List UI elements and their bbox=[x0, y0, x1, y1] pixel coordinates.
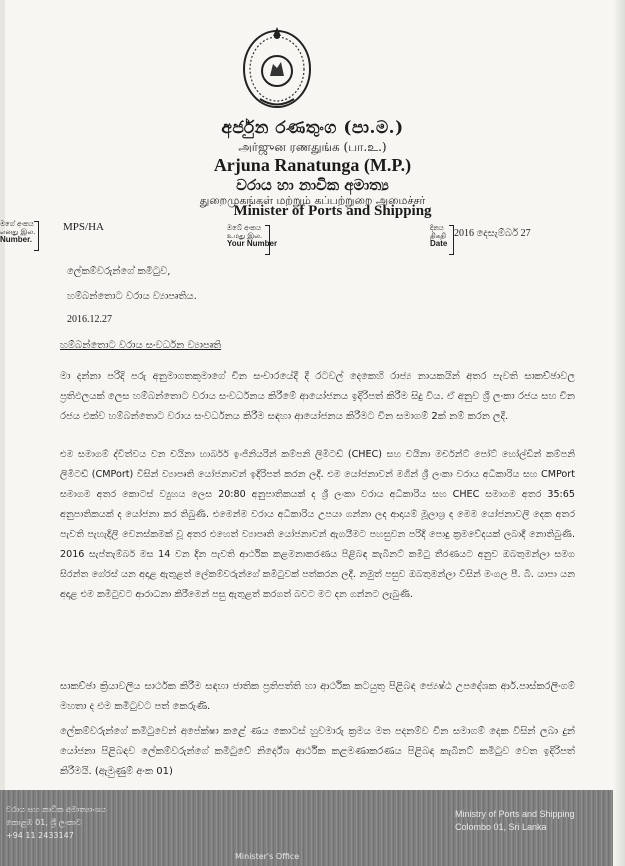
paragraph-4: ලේකම්වරුන්ගේ කමිටුවෙන් අපේක්ෂා කළේ ණය කොටස් හුවමාරු ක්‍රමය මත පදනම්ව චීන සමාගම් දෙක විසින් ලබා දුන් යෝජනා පිළිබඳව ලේකම්වරුන්ගේ කමිටුවේ නිර්දේශ ආර්ථික කළමණාකරණය පිළිබඳ කැබිනට් කමිටුව වෙත ඉදිරිපත් කිරීමයි. (ඇමුණුම් අංක 01) bbox=[60, 726, 575, 777]
ministry-title-english: Minister of Ports and Shipping bbox=[233, 203, 432, 219]
footer-address-sinhala: වරාය සහ නාවික අමාත්‍යාංශය කොළඹ 01, ශ්‍රී ලංකාව +94 11 2433147 bbox=[6, 805, 106, 840]
sri-lanka-emblem-icon bbox=[240, 24, 314, 110]
my-number-value: MPS/HA bbox=[63, 221, 104, 233]
ministry-title-sinhala: වරාය හා නාවික අමාත්‍ය bbox=[236, 176, 389, 194]
my-number-label: මගේ අංකය எனது இல. Number. bbox=[0, 220, 36, 244]
minister-name-tamil: அர்ஜுன ரணதுங்க (பா.உ.) bbox=[238, 140, 387, 154]
footer-office: Minister's Office bbox=[235, 852, 300, 861]
addressee: ලේකම්වරුන්ගේ කමිටුව, bbox=[67, 266, 171, 277]
date-value: 2016 දෙසැම්බර් 27 bbox=[454, 228, 531, 239]
paragraph-3: සාකච්ඡා ක්‍රියාවලිය සාර්ථක කිරීම සඳහා ජාතික ප්‍රතිපත්ති හා ආර්ථික කටයුතු පිළිබඳ ජ්‍යෙෂ්ඨ උපදේශක ආර්.පාස්කරලිංගම් මහතා ද එම කමිටුවට පත් කෙරුණි. bbox=[60, 681, 575, 712]
minister-name-english: Arjuna Ranatunga (M.P.) bbox=[213, 155, 412, 175]
paragraph-1: මා දන්නා පරිදි පරු අනුමාගතකුමාගේ චීන සංචාරයේදී දී රටවල් දෙකෙහි රාජ්‍ය නායකයින් අතර පැවති සාකච්ඡාවල ප්‍රතිඵලයක් ලෙස හම්බන්තොට වරාය සංවර්ධනය කිරීමේ ආයෝජනය ඉදිරිපත් කිරීම සිදු විය. ඒ අනුව ශ්‍රී ලංකා රජය සහ චීන රජය එක්ව හම්බන්තොට වරාය සංවර්ධනය කිරීම සඳහා ආයෝජනය කිරීමට චීන සමාගම් 2ක් නම් කරන ලදී. bbox=[60, 371, 575, 422]
ministry-title-tamil: துறைமுகங்கள் மற்றும் கப்பற்றுறை அமைச்சர் bbox=[199, 194, 426, 207]
letter-subject: හම්බන්තොට වරාය සංවර්ධන ව්‍යාපෘති bbox=[60, 340, 222, 351]
letter-date: 2016.12.27 bbox=[67, 314, 112, 325]
footer-address-english: Ministry of Ports and Shipping Colombo 01, Sri Lanka bbox=[455, 809, 575, 832]
your-number-label: ඔබේ අංකය உமது இல. Your Number bbox=[227, 224, 278, 248]
my-number-bracket bbox=[34, 221, 39, 251]
minister-name-sinhala: අර්ජුන රණතුංග (පා.ම.) bbox=[221, 118, 404, 138]
date-label: දිනය திகதி Date bbox=[430, 224, 448, 248]
scan-right-edge bbox=[613, 0, 625, 866]
your-number-bracket bbox=[265, 225, 270, 255]
paragraph-2: එම සමාගම් ද්විත්වය වන චයිනා හාර්බර් ඉංජිනියරින් කම්පනි ලිමිටඩ් (CHEC) සහ චයිනා මර්චන්ට් පෝට් හෝල්ඩින් කම්පනි ලිමිටඩ් (CMPort) විසින් ව්‍යාපෘති යෝජනාවන් ඉදිරිපත් කරන ලදී. එම යෝජනාවන් මගින් ශ්‍රී ලංකා වරාය අධිකාරිය සහ CMPort සමාගම අතර කොටස් ව්‍යුහය ලෙස 20:80 අනුපාතිකයක් ද ශ්‍රී ලංකා වරාය අධිකාරිය සහ CHEC සමාගම අතර 35:65 අනුපාතිකයක් ද යෝජනා කර තිබුණි. එමෙන්ම වරාය අධිකාරිය උපයා ගන්නා ලද ආදායම් මූලාශ්‍ර ද මෙම යෝජනාවලි දෙක අතර පැවති පැහැදිලි වෙනස්කමක් වූ අතර එහෙත් ව්‍යාපෘති යෝජනාවන් ඇගයීමට පහසුවන පරිදි පොදු ක්‍රමවේදයක් ලබාදී නොතිබුණි. 2016 සැප්තැම්බර් මස 14 වන දින පැවති ආර්ථික කළමනාකරණය පිළිබඳ කැබිනට් කමිටු තීරණයට අනුව ඔබතුමන්ලා සමග සිරන්ත ගේරස් යන අදාළ ඇතුළත් ලේකම්වරුන්ගේ කමිටුවක් පත්කරන ලදී. නමුත් පසුව ඔබතුමන්ලා විසින් මංගල පී. බී. යාපා යන අදාළ එම කමිටුවට ආරාධනා කිරීමෙන් පසු ඇතුළත් කරගත් බවට මට දන ගන්නට ලැබුණි. bbox=[60, 449, 575, 600]
addressee-location: හම්බන්තොට වරාය ව්‍යාපෘතිය. bbox=[67, 291, 197, 302]
